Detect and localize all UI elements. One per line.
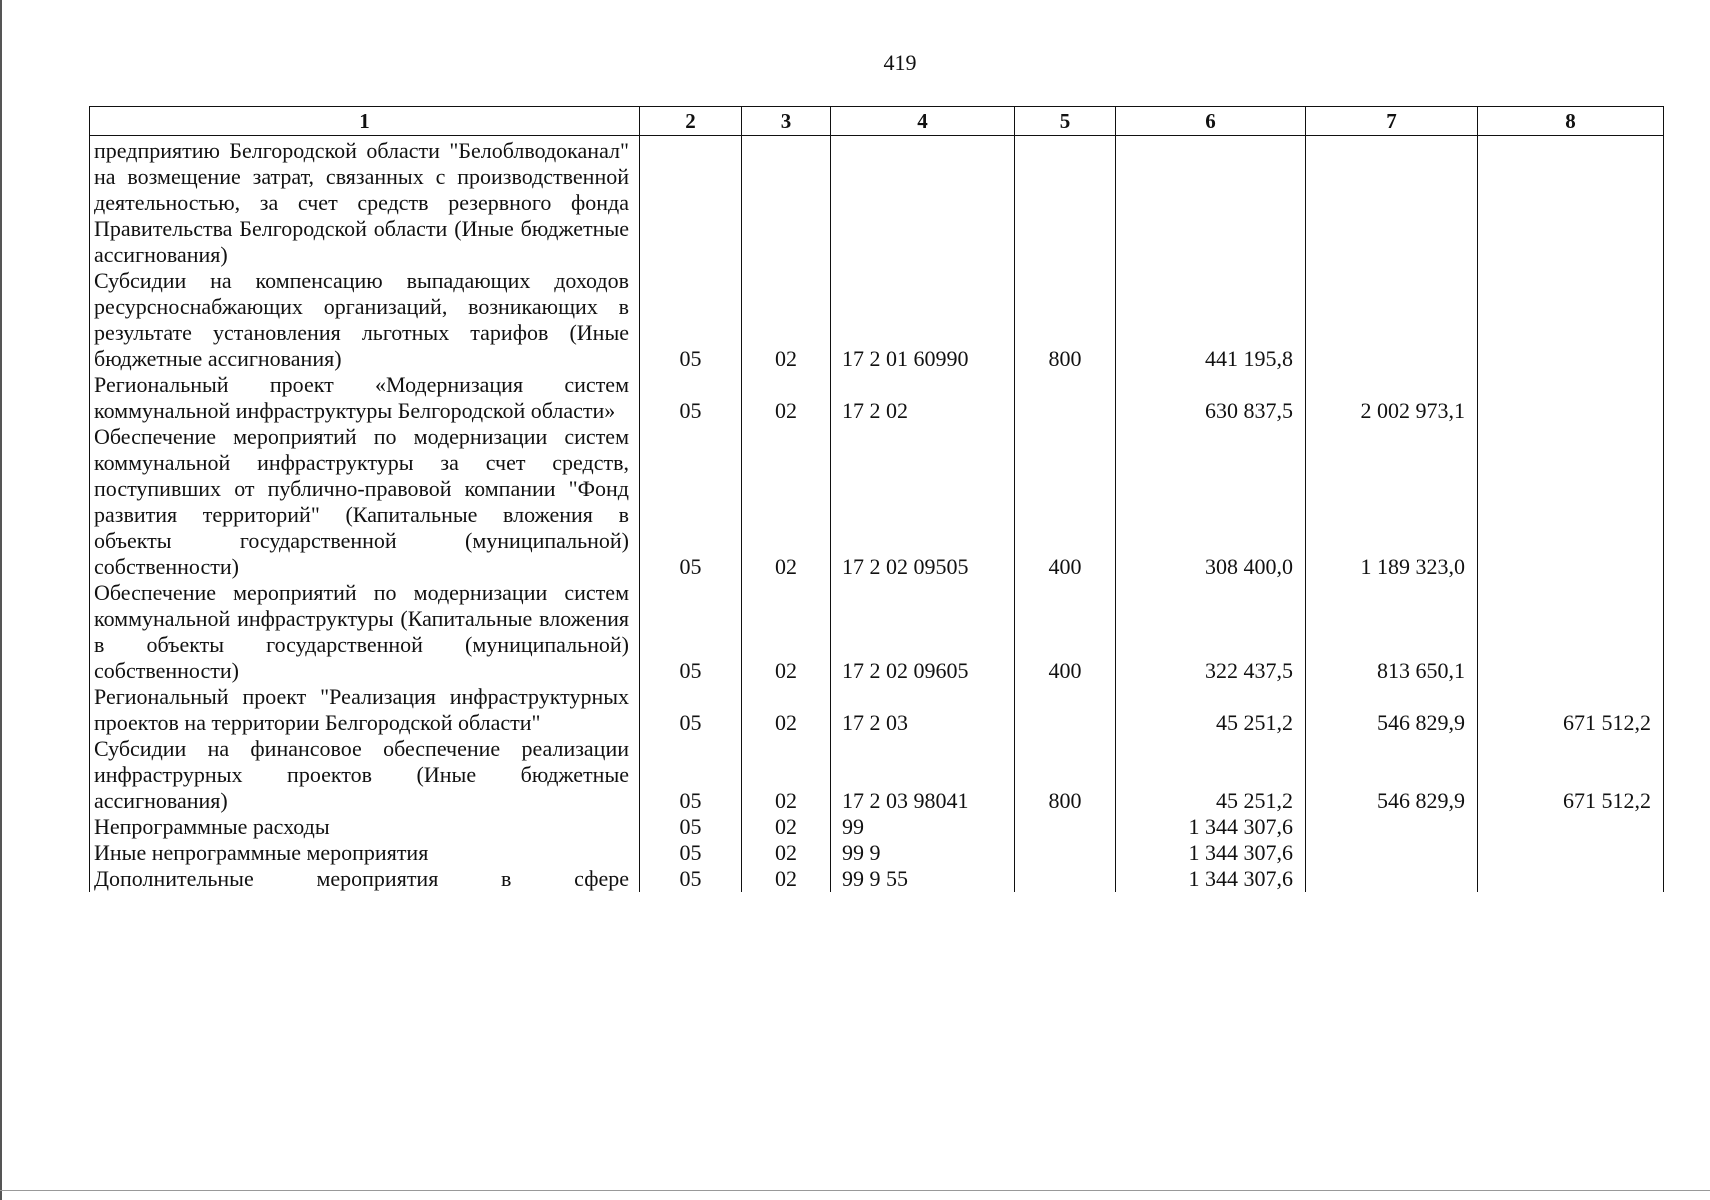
column-header-6: 6: [1116, 107, 1306, 136]
amount-col8: [1478, 424, 1664, 580]
expense-type-code: 400: [1015, 424, 1116, 580]
table-row: [90, 684, 1664, 736]
scan-edge-bottom: [0, 1190, 1710, 1191]
expense-type-code: 400: [1015, 580, 1116, 684]
amount-col7: 2 002 973,1: [1306, 372, 1478, 424]
amount-col7: [1306, 814, 1478, 840]
column-header-7: 7: [1306, 107, 1478, 136]
target-article-code: [831, 136, 1015, 269]
section-code: 05: [640, 268, 742, 372]
subsection-code: 02: [742, 424, 831, 580]
amount-col6: 1 344 307,6: [1116, 866, 1306, 892]
amount-col7: 546 829,9: [1306, 736, 1478, 814]
section-code: 05: [640, 814, 742, 840]
amount-col6: 45 251,2: [1116, 684, 1306, 736]
row-name: Обеспечение мероприятий по модернизации систем коммунальной инфраструктуры за счет средств, поступивших от публично-правовой компании "Фонд развития территорий" (Капитальные вложения в объекты государственной (муниципальной) собственности): [90, 424, 640, 580]
amount-col7: 546 829,9: [1306, 684, 1478, 736]
subsection-code: 02: [742, 580, 831, 684]
amount-col8: [1478, 814, 1664, 840]
target-article-code: 17 2 02 09505: [831, 424, 1015, 580]
target-article-code: 17 2 03: [831, 684, 1015, 736]
table-row: [90, 424, 1664, 580]
amount-col7: [1306, 268, 1478, 372]
table-row: [90, 736, 1664, 814]
page-number: 419: [883, 50, 917, 75]
table-row: [90, 840, 1664, 866]
target-article-code: 99 9: [831, 840, 1015, 866]
subsection-code: 02: [742, 814, 831, 840]
amount-col8: 671 512,2: [1478, 736, 1664, 814]
table-row: [90, 866, 1664, 892]
amount-col6: 441 195,8: [1116, 268, 1306, 372]
amount-col8: [1478, 136, 1664, 269]
amount-col6: 308 400,0: [1116, 424, 1306, 580]
row-name: Субсидии на финансовое обеспечение реализации инфраструрных проектов (Иные бюджетные ассигнования): [90, 736, 640, 814]
subsection-code: 02: [742, 268, 831, 372]
section-code: 05: [640, 840, 742, 866]
row-name: Непрограммные расходы: [90, 814, 640, 840]
expense-type-code: [1015, 372, 1116, 424]
expense-type-code: [1015, 136, 1116, 269]
amount-col6: 45 251,2: [1116, 736, 1306, 814]
amount-col6: 1 344 307,6: [1116, 814, 1306, 840]
amount-col6: 630 837,5: [1116, 372, 1306, 424]
scan-edge-left: [0, 0, 2, 1200]
table-row: [90, 372, 1664, 424]
section-code: 05: [640, 372, 742, 424]
row-name: Обеспечение мероприятий по модернизации систем коммунальной инфраструктуры (Капитальные вложения в объекты государственной (муниципальной) собственности): [90, 580, 640, 684]
target-article-code: 17 2 02: [831, 372, 1015, 424]
row-name: Региональный проект «Модернизация систем коммунальной инфраструктуры Белгородской области»: [90, 372, 640, 424]
row-name: Региональный проект "Реализация инфраструктурных проектов на территории Белгородской области": [90, 684, 640, 736]
column-header-5: 5: [1015, 107, 1116, 136]
subsection-code: 02: [742, 866, 831, 892]
row-name: Дополнительные мероприятия в сфере: [90, 866, 640, 892]
target-article-code: 17 2 03 98041: [831, 736, 1015, 814]
section-code: 05: [640, 684, 742, 736]
column-header-8: 8: [1478, 107, 1664, 136]
expense-type-code: 800: [1015, 736, 1116, 814]
target-article-code: 17 2 02 09605: [831, 580, 1015, 684]
table-row: [90, 580, 1664, 684]
subsection-code: 02: [742, 372, 831, 424]
amount-col8: [1478, 580, 1664, 684]
row-name: Субсидии на компенсацию выпадающих доходов ресурсноснабжающих организаций, возникающих в результате установления льготных тарифов (Иные бюджетные ассигнования): [90, 268, 640, 372]
amount-col7: 1 189 323,0: [1306, 424, 1478, 580]
subsection-code: 02: [742, 736, 831, 814]
amount-col8: [1478, 840, 1664, 866]
section-code: 05: [640, 424, 742, 580]
row-name: Иные непрограммные мероприятия: [90, 840, 640, 866]
row-name: предприятию Белгородской области "Белоблводоканал" на возмещение затрат, связанных с производственной деятельностью, за счет средств резервного фонда Правительства Белгородской области (Иные бюджетные ассигнования): [90, 136, 640, 269]
amount-col7: [1306, 866, 1478, 892]
budget-table: [89, 106, 1664, 892]
table-row: [90, 136, 1664, 269]
column-header-4: 4: [831, 107, 1015, 136]
header-row: [90, 107, 1664, 136]
amount-col7: [1306, 840, 1478, 866]
subsection-code: 02: [742, 684, 831, 736]
subsection-code: [742, 136, 831, 269]
amount-col8: 671 512,2: [1478, 684, 1664, 736]
amount-col6: 322 437,5: [1116, 580, 1306, 684]
amount-col6: [1116, 136, 1306, 269]
subsection-code: 02: [742, 840, 831, 866]
section-code: 05: [640, 736, 742, 814]
amount-col8: [1478, 372, 1664, 424]
amount-col7: 813 650,1: [1306, 580, 1478, 684]
table-row: [90, 814, 1664, 840]
amount-col7: [1306, 136, 1478, 269]
section-code: [640, 136, 742, 269]
column-header-3: 3: [742, 107, 831, 136]
column-header-1: 1: [90, 107, 640, 136]
section-code: 05: [640, 580, 742, 684]
amount-col8: [1478, 866, 1664, 892]
table-row: [90, 268, 1664, 372]
expense-type-code: 800: [1015, 268, 1116, 372]
expense-type-code: [1015, 866, 1116, 892]
target-article-code: 99 9 55: [831, 866, 1015, 892]
section-code: 05: [640, 866, 742, 892]
expense-type-code: [1015, 840, 1116, 866]
expense-type-code: [1015, 814, 1116, 840]
target-article-code: 99: [831, 814, 1015, 840]
expense-type-code: [1015, 684, 1116, 736]
column-header-2: 2: [640, 107, 742, 136]
amount-col6: 1 344 307,6: [1116, 840, 1306, 866]
target-article-code: 17 2 01 60990: [831, 268, 1015, 372]
amount-col8: [1478, 268, 1664, 372]
